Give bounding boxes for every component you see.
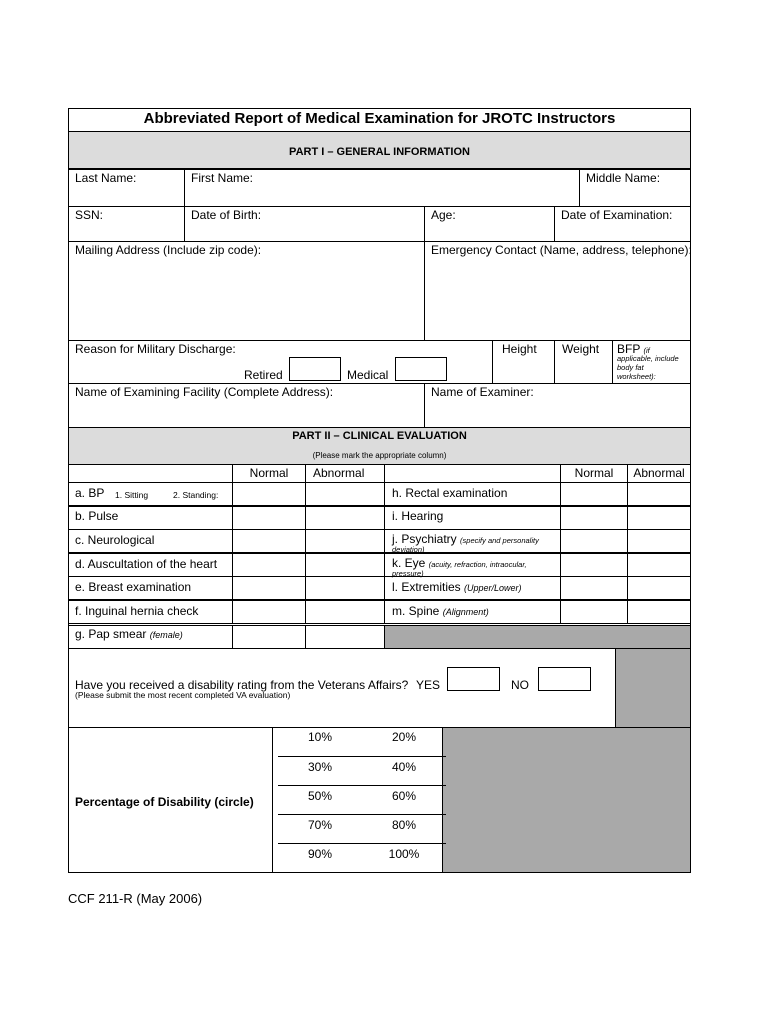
disability-option-cell[interactable] xyxy=(278,785,362,815)
clinical-right-normal-cell[interactable] xyxy=(560,482,628,506)
disability-option-cell[interactable] xyxy=(362,727,446,757)
clinical-right-abnormal-cell[interactable] xyxy=(627,553,691,577)
retired-label: Retired xyxy=(244,368,283,382)
shaded-area-va xyxy=(615,648,691,728)
pulse-label: b. Pulse xyxy=(75,509,119,523)
psych-text: j. Psychiatry xyxy=(392,532,457,546)
col-abnormal-left: Abnormal xyxy=(313,466,365,480)
disability-option-cell[interactable] xyxy=(362,814,446,844)
extremities-text: l. Extremities xyxy=(392,580,461,594)
disability-option[interactable]: 50% xyxy=(307,789,333,803)
dob-label: Date of Birth: xyxy=(191,208,262,222)
disability-option[interactable]: 20% xyxy=(391,730,417,744)
clinical-right-abnormal-cell[interactable] xyxy=(627,482,691,506)
form-code: CCF 211-R (May 2006) xyxy=(68,891,203,906)
extremities-note: (Upper/Lower) xyxy=(464,583,522,593)
heart-label: d. Auscultation of the heart xyxy=(75,557,218,571)
col-normal-right: Normal xyxy=(574,466,614,480)
form-title: Abbreviated Report of Medical Examination for JROTC Instructors xyxy=(143,110,616,127)
clinical-right-abnormal-cell[interactable] xyxy=(627,600,691,624)
breast-label: e. Breast examination xyxy=(75,580,192,594)
bp-label xyxy=(75,486,104,500)
spine-note: (Alignment) xyxy=(442,607,489,617)
disability-option[interactable]: 80% xyxy=(391,818,417,832)
bfp-note-2: applicable, include xyxy=(617,354,679,363)
clinical-left-abnormal-cell[interactable] xyxy=(305,529,385,553)
clinical-left-abnormal-cell[interactable] xyxy=(305,482,385,506)
rectal-label: h. Rectal examination xyxy=(392,486,508,500)
clinical-right-normal-cell[interactable] xyxy=(560,553,628,577)
disability-option-cell[interactable] xyxy=(278,756,362,786)
clinical-left-normal-cell[interactable] xyxy=(232,529,306,553)
age-label: Age: xyxy=(431,208,456,222)
disability-option-cell[interactable] xyxy=(362,843,446,873)
discharge-reason-label: Reason for Military Discharge: xyxy=(75,342,236,356)
va-yes-label: YES xyxy=(416,678,441,692)
clinical-right-normal-cell[interactable] xyxy=(560,600,628,624)
bp-standing: 2. Standing: xyxy=(173,490,219,500)
clinical-left-normal-cell[interactable] xyxy=(232,506,306,530)
shaded-area-disability xyxy=(442,727,691,873)
disability-option[interactable]: 40% xyxy=(391,760,417,774)
extremities-label xyxy=(392,580,522,595)
emergency-contact-label: Emergency Contact (Name, address, telephone): xyxy=(431,243,692,257)
disability-option[interactable]: 60% xyxy=(391,789,417,803)
pap-text: g. Pap smear xyxy=(75,627,147,641)
spine-text: m. Spine xyxy=(392,604,440,618)
va-yes-checkbox[interactable] xyxy=(447,667,500,691)
first-name-label: First Name: xyxy=(191,171,254,185)
disability-label: Percentage of Disability (circle) xyxy=(75,795,254,809)
hernia-label: f. Inguinal hernia check xyxy=(75,604,199,618)
shaded-area-upper xyxy=(384,625,691,649)
clinical-left-normal-cell[interactable] xyxy=(232,553,306,577)
bfp-text: BFP xyxy=(617,342,641,356)
eye-text: k. Eye xyxy=(392,556,426,570)
examiner-label: Name of Examiner: xyxy=(431,385,534,399)
clinical-left-normal-cell[interactable] xyxy=(232,600,306,624)
part2-note: (Please mark the appropriate column) xyxy=(312,451,447,460)
ssn-label: SSN: xyxy=(75,208,104,222)
disability-option[interactable]: 30% xyxy=(307,760,333,774)
height-label: Height xyxy=(502,342,537,356)
bfp-note-3: body fat xyxy=(617,363,644,372)
clinical-right-normal-cell[interactable] xyxy=(560,576,628,600)
clinical-left-abnormal-cell[interactable] xyxy=(305,506,385,530)
last-name-label: Last Name: xyxy=(75,171,137,185)
disability-option-cell[interactable] xyxy=(362,785,446,815)
eye-note-1: (acuity, refraction, intraocular, xyxy=(428,560,527,569)
medical-checkbox[interactable] xyxy=(395,357,447,381)
neuro-label: c. Neurological xyxy=(75,533,155,547)
psych-note-2: deviation) xyxy=(392,545,425,554)
medical-label: Medical xyxy=(347,368,389,382)
clinical-right-normal-cell[interactable] xyxy=(560,506,628,530)
bp-text: a. BP xyxy=(75,486,105,500)
va-no-checkbox[interactable] xyxy=(538,667,591,691)
clinical-left-normal-cell[interactable] xyxy=(232,576,306,600)
date-exam-label: Date of Examination: xyxy=(561,208,673,222)
disability-option[interactable]: 10% xyxy=(307,730,333,744)
part2-heading: PART II – CLINICAL EVALUATION xyxy=(292,430,467,442)
bfp-note-4: worksheet): xyxy=(617,372,656,381)
clinical-right-abnormal-cell[interactable] xyxy=(627,529,691,553)
clinical-right-normal-cell[interactable] xyxy=(560,529,628,553)
clinical-right-abnormal-cell[interactable] xyxy=(627,576,691,600)
weight-label: Weight xyxy=(562,342,600,356)
col-abnormal-right: Abnormal xyxy=(633,466,685,480)
disability-option-cell[interactable] xyxy=(362,756,446,786)
clinical-left-abnormal-cell[interactable] xyxy=(305,576,385,600)
va-no-label: NO xyxy=(511,678,529,692)
facility-label: Name of Examining Facility (Complete Address): xyxy=(75,385,334,399)
pap-label xyxy=(75,627,183,642)
disability-option-cell[interactable] xyxy=(278,814,362,844)
clinical-left-abnormal-cell[interactable] xyxy=(305,600,385,624)
psych-note-1: (specify and personality xyxy=(460,536,539,545)
clinical-left-normal-cell[interactable] xyxy=(232,482,306,506)
eye-note-2: pressure) xyxy=(392,569,424,578)
middle-name-label: Middle Name: xyxy=(586,171,661,185)
disability-option[interactable]: 100% xyxy=(388,847,420,861)
clinical-right-abnormal-cell[interactable] xyxy=(627,506,691,530)
bp-sitting: 1. Sitting xyxy=(115,490,149,500)
pap-note: (female) xyxy=(149,630,183,640)
va-question: Have you received a disability rating from the Veterans Affairs? xyxy=(75,678,409,692)
disability-option[interactable]: 70% xyxy=(307,818,333,832)
disability-option-cell[interactable] xyxy=(278,727,362,757)
clinical-left-normal-cell[interactable] xyxy=(232,625,306,649)
hearing-label: i. Hearing xyxy=(392,509,444,523)
disability-option-cell[interactable] xyxy=(278,843,362,873)
va-note: (Please submit the most recent completed VA evaluation) xyxy=(75,690,291,700)
col-normal-left: Normal xyxy=(249,466,289,480)
disability-option[interactable]: 90% xyxy=(307,847,333,861)
part1-heading: PART I – GENERAL INFORMATION xyxy=(289,146,470,158)
clinical-left-abnormal-cell[interactable] xyxy=(305,625,385,649)
clinical-left-abnormal-cell[interactable] xyxy=(305,553,385,577)
retired-checkbox[interactable] xyxy=(289,357,341,381)
mailing-address-label: Mailing Address (Include zip code): xyxy=(75,243,262,257)
bfp-note-1: (if xyxy=(643,346,650,355)
spine-label xyxy=(392,604,489,619)
